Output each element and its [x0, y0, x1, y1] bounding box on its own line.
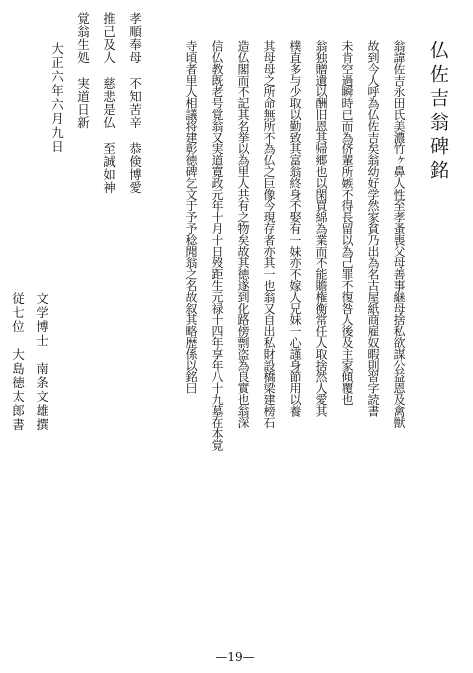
body-column: 造仏閣而不記其名挙以為里人共有之物矣故其徳遂到化路傍剽盗為良實也翁深	[236, 40, 250, 428]
inscription-verse: 孝順奉母 不知苦辛 恭倹博愛	[127, 12, 143, 194]
body-column: 翁独贈遺以酬旧恩其帰郷也以閑買綿為業而不能贍権衡常任人取捨然人愛其	[314, 40, 328, 417]
body-column: 翁諱佐吉永田氏美濃竹ヶ鼻人性至孝蚤喪父母善事継母捨私欲謀公益恩及禽獣	[392, 40, 406, 428]
body-column: 未肯空過瞬時已而為侪輩所嫉不得長留以為己罪不復咎人後及主家傾覆也	[340, 40, 354, 405]
body-column: 故到今人呼為仏佐吉矣翁幼好学然家貧乃出為名古屋紙商雇奴暇則習字読書	[366, 40, 380, 417]
date-line: 大正六年六月九日	[49, 42, 65, 154]
body-column: 寺頃者里人相議将建彰徳碑乞文于予予稔聞翁之名故叙其略歴係以銘曰	[184, 40, 198, 394]
author-signature: 文学博士 南条文雄撰	[34, 292, 50, 432]
stele-title: 仏佐吉翁碑銘	[427, 40, 449, 184]
body-column: 樸直多与少取以勤致其富翁終身不娶有一妹亦不嫁人兄妹一心謹身節用以養	[288, 40, 302, 417]
calligrapher-signature: 従七位 大島徳太郎書	[10, 292, 26, 432]
page-number: —19—	[215, 650, 255, 664]
inscription-verse: 覚翁生処 実道日新	[75, 12, 91, 129]
body-column: 信仏教既老号覚翁又実道寛政元年十月十日歿距生元禄十四年享年八十九墓在本覚	[210, 40, 224, 451]
body-column: 其母母之所命無所不為仏之巨像今現存者亦其一也翁又自出私財設橋梁建榜石	[262, 40, 276, 428]
inscription-verse: 推己及人 慈悲是仏 至誠如神	[101, 12, 117, 194]
